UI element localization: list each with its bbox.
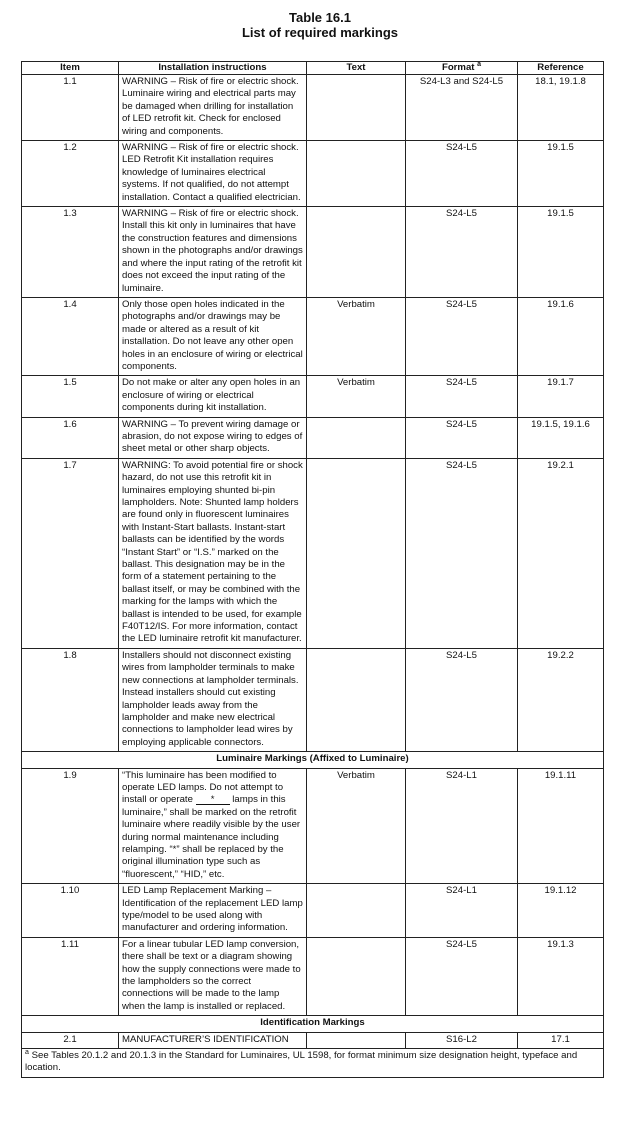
table-row [22,458,604,648]
required-markings-table [21,61,604,1078]
instructions-part-b: lamps in this luminaire,” shall be marked on the retrofit luminaire where readily visible by the user during normal maintenance including relamping. “*” shall be replaced by the original illumination type such as “fluorescent,” “HID,” etc. [122,794,301,880]
table-row [22,141,604,207]
section-row-luminaire [22,752,604,768]
table-row [22,648,604,751]
cell-format: S24-L5 [406,937,518,1015]
cell-instructions: For a linear tubular LED lamp conversion, there shall be text or a diagram showing how the supply connections were made to the lampholders so the correct connections will be made to the lamp when the lamp is installed or replaced. [119,937,307,1015]
cell-text [307,648,406,751]
cell-item: 1.8 [22,648,119,751]
cell-instructions: MANUFACTURER’S IDENTIFICATION [119,1032,307,1048]
cell-format: S24-L5 [406,297,518,375]
cell-text [307,884,406,938]
header-reference: Reference [518,62,604,75]
cell-instructions: WARNING – Risk of fire or electric shock. LED Retrofit Kit installation requires knowledge of luminaires electrical systems. If not qualified, do not attempt installation. Contact a qualified electrician. [119,141,307,207]
cell-format: S24-L5 [406,458,518,648]
cell-item: 1.11 [22,937,119,1015]
footnote-text: See Tables 20.1.2 and 20.1.3 in the Standard for Luminaires, UL 1598, for format minimum size designation height, typeface and location. [25,1050,578,1074]
footnote [22,1049,604,1078]
cell-item: 1.3 [22,207,119,298]
cell-reference: 19.2.2 [518,648,604,751]
fill-in-blank: * [196,795,230,805]
cell-instructions: WARNING – Risk of fire or electric shock. Install this kit only in luminaires that have the construction features and dimensions shown in the photographs and/or drawings and where the input rating of the retrofit kit does not exceed the input rating of the luminaire. [119,207,307,298]
cell-instructions: WARNING: To avoid potential fire or shock hazard, do not use this retrofit kit in luminaires employing shunted bi-pin lampholders. Note: Shunted lamp holders are found only in fluorescent luminaires with Instant-Start ballasts. Instant-start ballasts can be identified by the words “Instant Start” or “I.S.” marked on the ballast. This designation may be in the form of a statement pertaining to the ballast itself, or may be combined with the marking for the lamps with which the ballast is intended to be used, for example F40T12/IS. For more information, contact the LED luminaire retrofit kit manufacturer. [119,458,307,648]
table-row [22,417,604,458]
cell-instructions: Only those open holes indicated in the photographs and/or drawings may be made or altered as a result of kit installation. Do not leave any other open holes in an enclosure of wiring or electrical components. [119,297,307,375]
cell-instructions: LED Lamp Replacement Marking – Identification of the replacement LED lamp type/model to be used along with manufacturer and ordering information. [119,884,307,938]
cell-item: 1.6 [22,417,119,458]
cell-reference: 18.1, 19.1.8 [518,75,604,141]
cell-text [307,141,406,207]
table-row [22,207,604,298]
header-item: Item [22,62,119,75]
cell-text: Verbatim [307,768,406,884]
cell-item: 1.1 [22,75,119,141]
cell-text: Verbatim [307,376,406,417]
cell-instructions: Do not make or alter any open holes in an enclosure of wiring or electrical components during kit installation. [119,376,307,417]
cell-text [307,458,406,648]
cell-format: S24-L5 [406,207,518,298]
footnote-row [22,1049,604,1078]
cell-text: Verbatim [307,297,406,375]
cell-text [307,1032,406,1048]
header-format-label: Format [441,62,475,73]
cell-reference: 19.1.12 [518,884,604,938]
cell-instructions [119,768,307,884]
cell-reference: 19.1.11 [518,768,604,884]
cell-text [307,417,406,458]
table-row [22,884,604,938]
cell-reference: 19.2.1 [518,458,604,648]
cell-format: S16-L2 [406,1032,518,1048]
cell-item: 1.7 [22,458,119,648]
cell-format: S24-L1 [406,884,518,938]
cell-instructions: Installers should not disconnect existing wires from lampholder terminals to make new connections at lampholder terminals. Instead installers should cut existing lampholder leads away from the lampholder and make new electrical connections to lampholder lead wires by employing applicable connectors. [119,648,307,751]
cell-item: 1.4 [22,297,119,375]
table-row [22,1032,604,1048]
cell-item: 1.2 [22,141,119,207]
cell-reference: 19.1.3 [518,937,604,1015]
cell-format: S24-L5 [406,417,518,458]
header-instructions: Installation instructions [119,62,307,75]
section-row-identification [22,1016,604,1032]
header-format-footnote-mark: a [477,60,482,68]
cell-format: S24-L5 [406,376,518,417]
cell-format: S24-L5 [406,648,518,751]
header-text: Text [307,62,406,75]
section-heading-luminaire: Luminaire Markings (Affixed to Luminaire) [22,752,604,768]
cell-reference: 19.1.5, 19.1.6 [518,417,604,458]
title-block [0,0,640,40]
header-row [22,62,604,75]
table-row [22,937,604,1015]
cell-instructions: WARNING – To prevent wiring damage or abrasion, do not expose wiring to edges of sheet metal or other sharp objects. [119,417,307,458]
cell-item: 1.10 [22,884,119,938]
cell-format: S24-L5 [406,141,518,207]
cell-reference: 19.1.6 [518,297,604,375]
table-row [22,297,604,375]
cell-reference: 19.1.7 [518,376,604,417]
instructions-part-a: “This luminaire has been modified to operate LED lamps. Do not attempt to install or operate [122,769,284,806]
table-row [22,376,604,417]
cell-format: S24-L3 and S24-L5 [406,75,518,141]
header-format [406,62,518,75]
cell-format: S24-L1 [406,768,518,884]
cell-item: 2.1 [22,1032,119,1048]
table-row [22,75,604,141]
cell-item: 1.9 [22,768,119,884]
cell-text [307,207,406,298]
table-row [22,768,604,884]
cell-text [307,937,406,1015]
cell-item: 1.5 [22,376,119,417]
cell-reference: 17.1 [518,1032,604,1048]
cell-text [307,75,406,141]
section-heading-identification: Identification Markings [22,1016,604,1032]
footnote-mark: a [25,1048,29,1056]
table-number: Table 16.1 [289,10,351,25]
cell-instructions: WARNING – Risk of fire or electric shock. Luminaire wiring and electrical parts may be damaged when drilling for installation of LED retrofit kit. Check for enclosed wiring and components. [119,75,307,141]
cell-reference: 19.1.5 [518,207,604,298]
cell-reference: 19.1.5 [518,141,604,207]
table-title: List of required markings [241,25,399,40]
